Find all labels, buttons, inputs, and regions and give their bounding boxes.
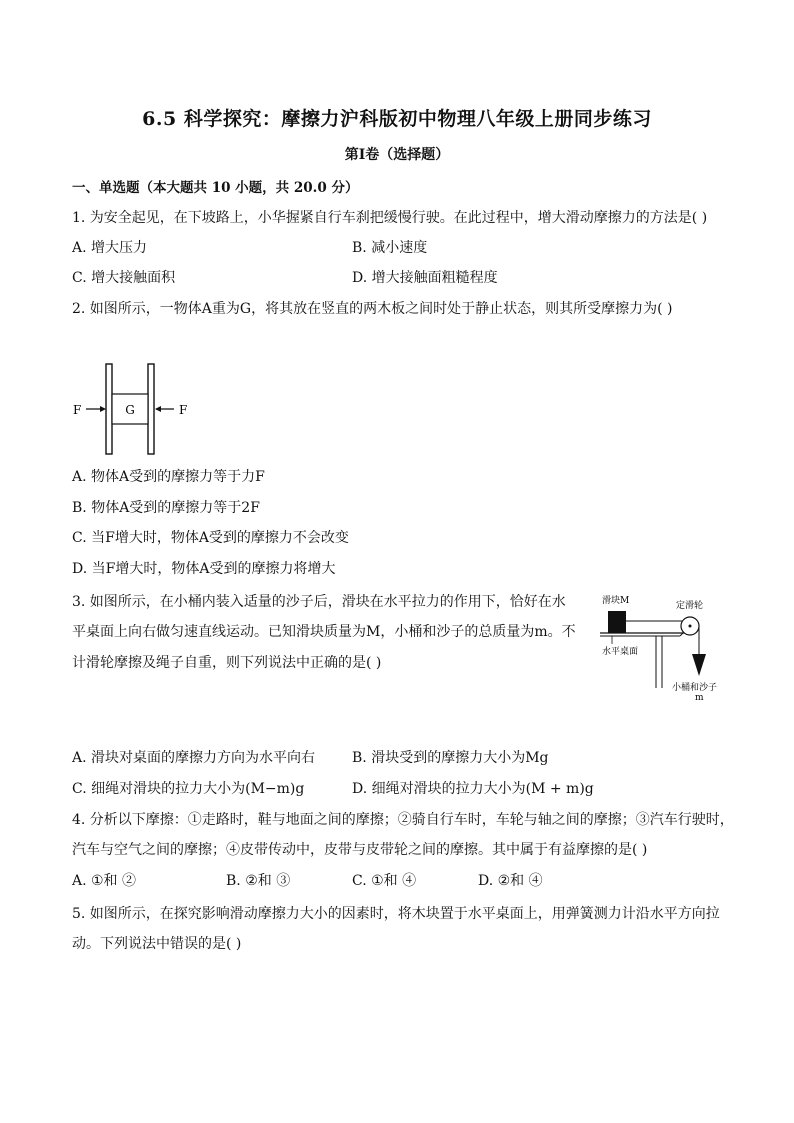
volume-title: 第I卷（选择题） <box>344 147 450 163</box>
block-label: G <box>125 403 135 417</box>
block-label: 滑块M <box>602 596 630 606</box>
q4-stem-line2: 汽车与空气之间的摩擦；④皮带传动中，皮带与皮带轮之间的摩擦。其中属于有益摩擦的是( ) <box>72 842 648 858</box>
q2-option-a: A. 物体A受到的摩擦力等于力F <box>72 469 265 485</box>
left-arrow-head <box>100 406 106 412</box>
left-force-label: F <box>73 403 82 417</box>
q1-option-d: D. 增大接触面粗糙程度 <box>352 270 498 286</box>
doc-title: 6.5 科学探究：摩擦力沪科版初中物理八年级上册同步练习 <box>142 108 652 130</box>
q4-stem-line1: 4. 分析以下摩擦：①走路时，鞋与地面之间的摩擦；②骑自行车时，车轮与轴之间的摩擦；③汽车行驶时， <box>72 812 734 828</box>
pulley-label: 定滑轮 <box>676 601 704 611</box>
pulley-axle <box>689 625 692 628</box>
q3-figure <box>590 588 730 706</box>
q2-figure <box>68 362 198 458</box>
q1-option-b: B. 减小速度 <box>352 240 428 256</box>
bucket-mass-label: m <box>695 693 704 703</box>
q1-option-a: A. 增大压力 <box>72 240 148 256</box>
right-arrow-head <box>155 406 161 412</box>
q1-stem: 1. 为安全起见，在下坡路上，小华握紧自行车刹把缓慢行驶。在此过程中，增大滑动摩擦力的方法是( ) <box>72 210 708 226</box>
q4-option-b: B. ②和 ③ <box>226 873 291 889</box>
table-label: 水平桌面 <box>602 647 639 657</box>
section-heading: 一、单选题（本大题共 10 小题，共 20.0 分） <box>72 180 359 196</box>
q2-option-b: B. 物体A受到的摩擦力等于2F <box>72 500 260 516</box>
bucket-label: 小桶和沙子 <box>672 683 718 693</box>
q4-option-a: A. ①和 ② <box>72 873 137 889</box>
q4-option-d: D. ②和 ④ <box>478 873 543 889</box>
q3-stem-line3: 计滑轮摩擦及绳子自重，则下列说法中正确的是( ) <box>72 655 382 671</box>
q5-stem-line1: 5. 如图所示，在探究影响滑动摩擦力大小的因素时，将木块置于水平桌面上，用弹簧测力计沿水平方向拉 <box>72 906 720 922</box>
q3-option-c: C. 细绳对滑块的拉力大小为(M−m)g <box>72 781 305 797</box>
right-board <box>148 364 154 454</box>
q1-option-c: C. 增大接触面积 <box>72 270 176 286</box>
q3-stem-line1: 3. 如图所示，在小桶内装入适量的沙子后，滑块在水平拉力的作用下，恰好在水 <box>72 594 566 610</box>
q4-option-c: C. ①和 ④ <box>352 873 417 889</box>
left-board <box>106 364 112 454</box>
q5-stem-line2: 动。下列说法中错误的是( ) <box>72 936 242 952</box>
q2-option-d: D. 当F增大时，物体A受到的摩擦力将增大 <box>72 561 336 577</box>
right-force-label: F <box>179 403 188 417</box>
bucket <box>692 654 706 676</box>
q3-option-d: D. 细绳对滑块的拉力大小为(M + m)g <box>352 781 594 797</box>
slider-block <box>608 611 626 633</box>
q2-option-c: C. 当F增大时，物体A受到的摩擦力不会改变 <box>72 530 349 546</box>
q3-option-a: A. 滑块对桌面的摩擦力方向为水平向右 <box>72 750 316 766</box>
q3-stem-line2: 平桌面上向右做匀速直线运动。已知滑块质量为M，小桶和沙子的总质量为m。不 <box>72 624 576 640</box>
q2-stem: 2. 如图所示，一物体A重为G，将其放在竖直的两木板之间时处于静止状态，则其所受摩擦力为( ) <box>72 301 673 317</box>
q3-option-b: B. 滑块受到的摩擦力大小为Mg <box>352 750 549 766</box>
